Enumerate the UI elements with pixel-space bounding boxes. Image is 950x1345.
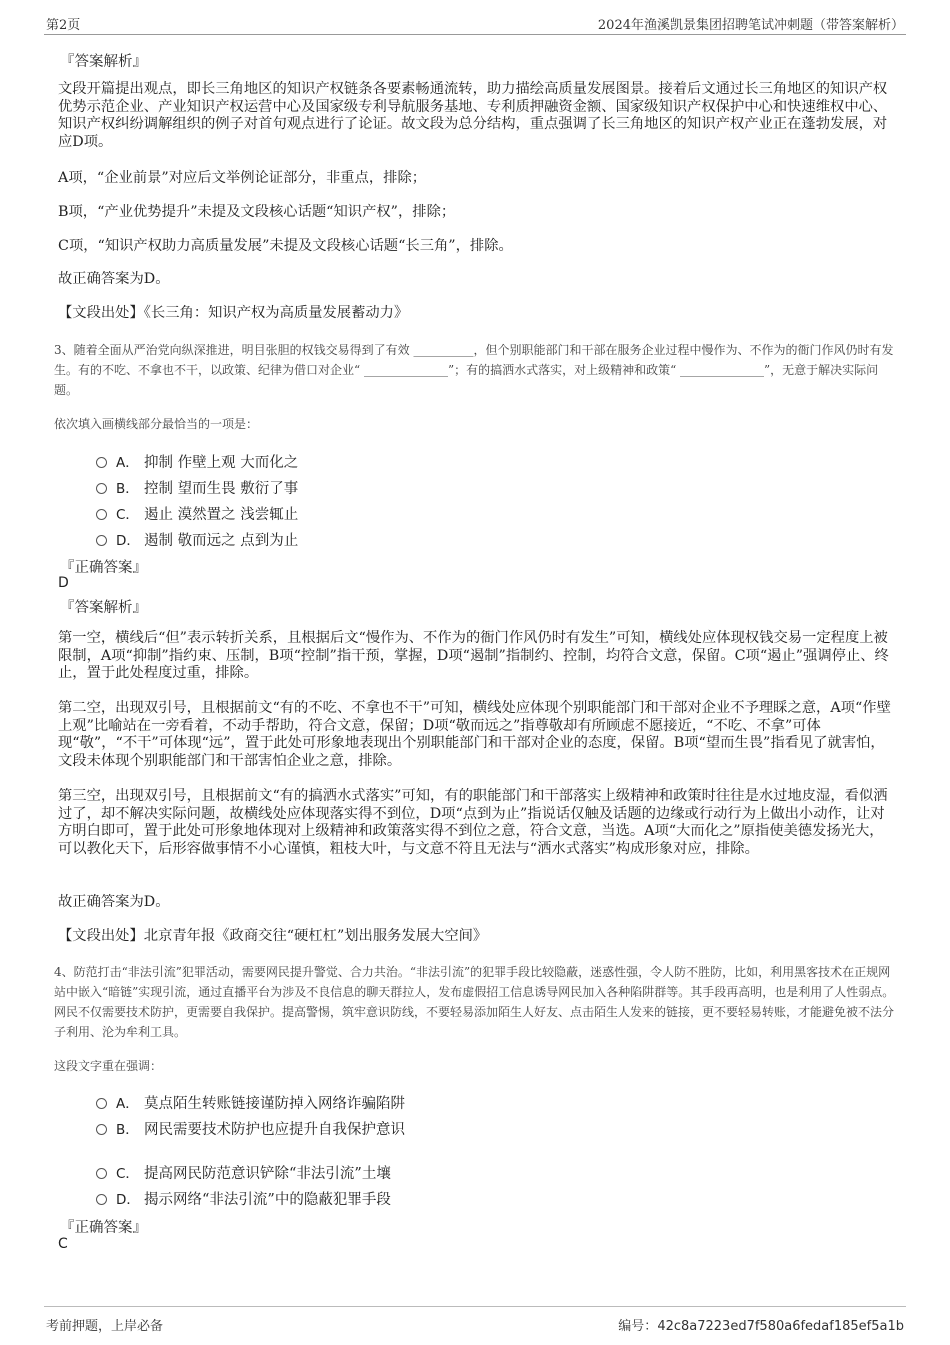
q3-analysis-2: 第二空，出现双引号，且根据前文“有的不吃、不拿也不干”可知，横线处应体现个别职能部门和干部对企业不予理睬之意，A项“作壁上观”比喻站在一旁看着，不动手帮助，符合文意，保留；D项“敬而远之”指尊敬却有所顾虑不愿接近，“不吃、不拿”可体现“敬”，“不干”可体现“远”，置于此处可形象地表现出个别职能部门和干部对企业的态度，保留。B项“望而生畏”指看见了就害怕，文段未体现个别职能部门和干部害怕企业之意，排除。 [58,700,891,769]
q3-answer: D [58,575,69,591]
option-letter: B． [116,481,139,497]
option-letter: A． [116,455,139,471]
radio-icon[interactable] [96,1194,107,1205]
option-text: 提高网民防范意识铲除“非法引流”土壤 [144,1166,391,1182]
page-header [44,12,906,35]
q3-source: 【文段出处】北京青年报《政商交往“硬杠杠”划出服务发展大空间》 [58,928,488,944]
q3-stem: 3、随着全面从严治党向纵深推进，明目张胆的权钱交易得到了有效 __________，但个别职能部门和干部在服务企业过程中慢作为、不作为的衙门作风仍时有发生。有的不吃、不拿也不干，以政策、纪律为借口对企业“ ______________”；有的搞洒水式落实，对上级精神和政策“ ______________”，无意于解决实际问题。 [54,343,894,397]
page-footer [44,1306,906,1335]
radio-icon[interactable] [96,1124,107,1135]
q2-conclusion: 故正确答案为D。 [58,271,170,287]
option-letter: B． [116,1122,139,1138]
radio-icon[interactable] [96,509,107,520]
q4-option-d[interactable] [96,1188,391,1209]
q3-analysis-1: 第一空，横线后“但”表示转折关系，且根据后文“慢作为、不作为的衙门作风仍时有发生”可知，横线处应体现权钱交易一定程度上被限制，A项“抑制”指约束、压制，B项“控制”指干预，掌握，D项“遏制”指制约、控制，均符合文意，保留。C项“遏止”强调停止、终止，置于此处程度过重，排除。 [58,630,889,681]
q2-analysis-title: 『答案解析』 [60,54,147,70]
radio-icon[interactable] [96,483,107,494]
q4-answer-title: 『正确答案』 [60,1220,147,1236]
option-text: 莫点陌生转账链接谨防掉入网络诈骗陷阱 [144,1096,405,1112]
option-letter: C． [116,1166,139,1182]
radio-icon[interactable] [96,1098,107,1109]
q2-analysis-a: A项，“企业前景”对应后文举例论证部分，非重点，排除； [58,170,427,186]
footer-code-label: 编号： [618,1319,658,1334]
radio-icon[interactable] [96,535,107,546]
option-letter: D． [116,1192,140,1208]
q2-analysis-c: C项，“知识产权助力高质量发展”未提及文段核心话题“长三角”，排除。 [58,238,513,254]
q2-analysis-b: B项，“产业优势提升”未提及文段核心话题“知识产权”，排除； [58,204,456,220]
option-text: 控制 望而生畏 敷衍了事 [144,481,299,497]
radio-icon[interactable] [96,457,107,468]
q2-analysis-main: 文段开篇提出观点，即长三角地区的知识产权链条各要素畅通流转，助力描绘高质量发展图景。接着后文通过长三角地区的知识产权优势示范企业、产业知识产权运营中心及国家级专利导航服务基地、专利质押融资金额、国家级知识产权保护中心和快速维权中心、知识产权纠纷调解组织的例子对首句观点进行了论证。故文段为总分结构，重点强调了长三角地区的知识产权产业正在蓬勃发展，对应D项。 [58,81,888,150]
option-text: 网民需要技术防护也应提升自我保护意识 [144,1122,405,1138]
option-text: 抑制 作壁上观 大而化之 [144,455,299,471]
option-text: 揭示网络“非法引流”中的隐蔽犯罪手段 [144,1192,391,1208]
q4-option-b[interactable] [96,1118,405,1139]
footer-code-value: 42c8a7223ed7f580a6fedaf185ef5a1b [657,1319,904,1334]
q3-option-a[interactable] [96,451,298,472]
q3-option-d[interactable] [96,529,298,550]
option-text: 遏止 漠然置之 浅尝辄止 [144,507,299,523]
q3-option-c[interactable] [96,503,298,524]
option-letter: A． [116,1096,139,1112]
option-letter: D． [116,533,140,549]
q4-stem: 4、防范打击“非法引流”犯罪活动，需要网民提升警觉、合力共治。“非法引流”的犯罪手段比较隐蔽，迷惑性强，令人防不胜防，比如，利用黑客技术在正规网站中嵌入“暗链”实现引流，通过直播平台为涉及不良信息的聊天群拉人，发布虚假招工信息诱导网民加入各种陷阱群等。其手段再高明，也是利用了人性弱点。网民不仅需要技术防护，更需要自我保护。提高警惕，筑牢意识防线，不要轻易添加陌生人好友、点击陌生人发来的链接，更不要轻易转账，才能避免被不法分子利用、沦为牟利工具。 [54,965,895,1039]
q4-option-a[interactable] [96,1092,405,1113]
option-letter: C． [116,507,139,523]
document-title: 2024年渔溪凯景集团招聘笔试冲刺题（带答案解析） [597,18,904,33]
q3-answer-title: 『正确答案』 [60,560,147,576]
q3-analysis-title: 『答案解析』 [60,600,147,616]
q2-source: 【文段出处】《长三角：知识产权为高质量发展蓄动力》 [58,305,409,321]
q3-option-b[interactable] [96,477,298,498]
q3-analysis-3: 第三空，出现双引号，且根据前文“有的搞洒水式落实”可知，有的职能部门和干部落实上级精神和政策时往往是水过地皮湿，看似洒过了，却不解决实际问题，故横线处应体现落实得不到位，D项“点到为止”指说话仅触及话题的边缘或行动行为上做出小动作，让对方明白即可，置于此处可形象地体现对上级精神和政策落实得不到位之意，符合文意，当选。A项“大而化之”原指使美德发扬光大，可以教化天下，后形容做事情不小心谨慎，粗枝大叶，与文意不符且无法与“洒水式落实”构成形象对应，排除。 [58,788,888,857]
q4-answer: C [58,1236,68,1252]
q4-option-c[interactable] [96,1162,391,1183]
page-number: 第2页 [46,18,81,33]
option-text: 遏制 敬而远之 点到为止 [144,533,299,549]
q3-prompt: 依次填入画横线部分最恰当的一项是： [54,417,259,431]
footer-slogan: 考前押题，上岸必备 [46,1319,164,1334]
radio-icon[interactable] [96,1168,107,1179]
q3-conclusion: 故正确答案为D。 [58,894,170,910]
footer-code [618,1315,904,1334]
q4-prompt: 这段文字重在强调： [54,1059,163,1073]
